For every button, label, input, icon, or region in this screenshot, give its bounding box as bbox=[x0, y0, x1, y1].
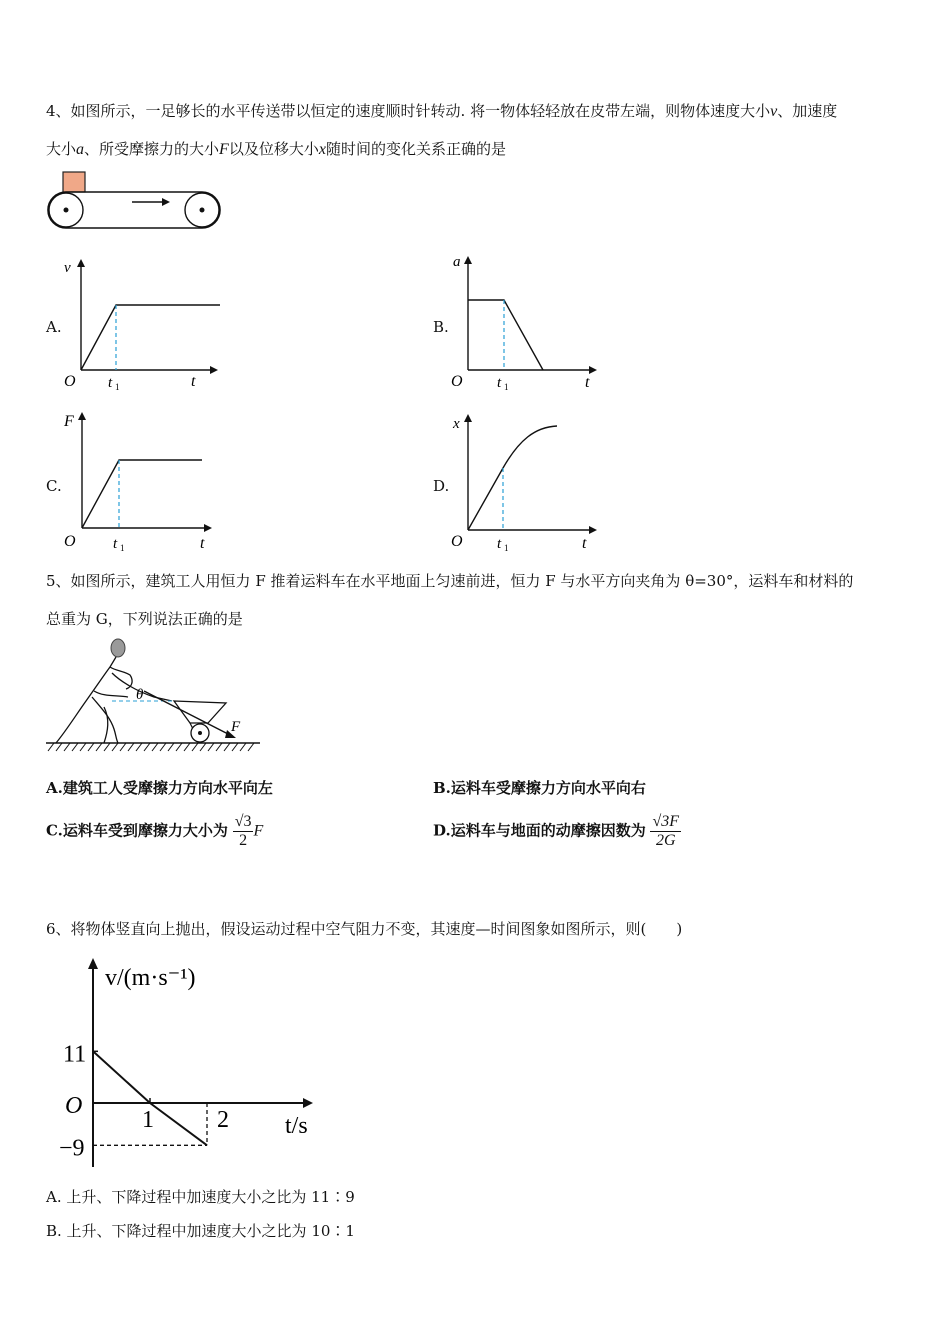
x-axis-label: t/s bbox=[285, 1113, 308, 1139]
tick-t1-sub: 1 bbox=[504, 382, 509, 392]
var-f: F bbox=[253, 822, 264, 840]
axis-label-x: x bbox=[453, 416, 460, 432]
force-label: F bbox=[231, 719, 241, 735]
var-v: v bbox=[770, 103, 778, 120]
q6-option-a[interactable] bbox=[46, 1186, 355, 1207]
axis-label-t: t bbox=[585, 374, 590, 391]
q4-text: 、加速度 bbox=[777, 102, 838, 120]
axis-label-t: t bbox=[200, 535, 205, 552]
q5-option-d[interactable] bbox=[433, 813, 681, 850]
origin-label: O bbox=[64, 533, 76, 550]
worker-head bbox=[111, 639, 125, 657]
q4-text: 以及位移大小 bbox=[228, 140, 319, 158]
q4-option-c-graph bbox=[60, 408, 220, 555]
y-tick-label: 11 bbox=[63, 1041, 87, 1068]
q4-option-d-graph bbox=[447, 410, 607, 555]
q4-option-a-graph bbox=[60, 255, 220, 395]
x-tick-label: 2 bbox=[217, 1107, 229, 1133]
block bbox=[63, 172, 85, 192]
q5-stem-line1: 5、如图所示，建筑工人用恒力 F 推着运料车在水平地面上匀速前进，恒力 F 与水平方向夹角为 θ=30°，运料车和材料的 bbox=[46, 572, 854, 590]
y-tick-label: −9 bbox=[59, 1135, 85, 1162]
axis-label-a: a bbox=[453, 254, 461, 270]
fraction-denominator: 2 bbox=[239, 832, 248, 849]
fraction-numerator: √3F bbox=[652, 813, 680, 830]
q6-option-b-text: B. 上升、下降过程中加速度大小之比为 10∶1 bbox=[46, 1222, 355, 1240]
worker-cart-figure bbox=[44, 635, 264, 753]
q4-option-a-label[interactable]: A. bbox=[46, 318, 62, 336]
q4-stem-line1 bbox=[46, 101, 837, 122]
tick-t1-sub: 1 bbox=[504, 543, 509, 553]
q6-stem: 6、将物体竖直向上抛出，假设运动过程中空气阻力不变，其速度—时间图象如图所示，则( ) bbox=[46, 920, 683, 938]
tick-t1: t bbox=[113, 536, 118, 552]
q4-option-d-label[interactable]: D. bbox=[433, 477, 450, 495]
q5-option-b[interactable]: B.运料车受摩擦力方向水平向右 bbox=[433, 779, 646, 797]
tick-t1-sub: 1 bbox=[115, 382, 120, 392]
var-x: x bbox=[318, 141, 326, 158]
q4-stem-line2 bbox=[46, 139, 506, 160]
origin-label: O bbox=[451, 533, 463, 550]
q5-option-c[interactable] bbox=[46, 813, 263, 850]
axis-label-v: v bbox=[64, 260, 71, 276]
q4-text: 、所受摩擦力的大小 bbox=[84, 140, 220, 158]
q4-text: 随时间的变化关系正确的是 bbox=[325, 140, 506, 158]
q4-option-b-label[interactable]: B. bbox=[433, 318, 449, 336]
a-curve bbox=[468, 300, 543, 370]
x-axis-arrow bbox=[303, 1098, 313, 1108]
v-curve bbox=[81, 305, 220, 370]
q5-stem-line2: 总重为 G，下列说法正确的是 bbox=[46, 610, 243, 628]
q4-text: 4、如图所示，一足够长的水平传送带以恒定的速度顺时针转动. 将一物体轻轻放在皮带左端，则物体速度大小 bbox=[46, 102, 771, 120]
tick-t1: t bbox=[497, 536, 502, 552]
fraction-numerator: √3 bbox=[234, 813, 252, 830]
x-curve bbox=[468, 426, 557, 530]
q5-option-d-text: D.运料车与地面的动摩擦因数为 bbox=[433, 821, 646, 840]
axis-label-t: t bbox=[191, 373, 196, 390]
q5-option-c-fraction bbox=[233, 813, 254, 850]
y-axis-label: v/(m·s⁻¹) bbox=[105, 965, 196, 991]
q5-option-d-fraction bbox=[650, 813, 681, 850]
q6-option-a-text: A. 上升、下降过程中加速度大小之比为 11∶9 bbox=[46, 1188, 355, 1206]
q4-text: 大小 bbox=[46, 140, 77, 158]
tick-t1: t bbox=[497, 375, 502, 391]
tick-t1-sub: 1 bbox=[120, 543, 125, 553]
y-axis-arrow bbox=[88, 958, 98, 969]
q4-option-b-graph bbox=[447, 252, 607, 395]
axis-label-f: F bbox=[64, 413, 74, 430]
conveyor-belt-figure bbox=[44, 170, 226, 234]
fraction-denominator: 2G bbox=[655, 832, 676, 849]
origin-label: O bbox=[64, 373, 76, 390]
q4-option-c-label[interactable]: C. bbox=[46, 477, 62, 495]
q6-vt-graph bbox=[55, 955, 330, 1175]
var-f: F bbox=[219, 141, 229, 158]
var-a: a bbox=[76, 141, 85, 158]
q6-option-b[interactable] bbox=[46, 1220, 355, 1241]
q5-option-a[interactable]: A.建筑工人受摩擦力方向水平向左 bbox=[46, 779, 273, 797]
tick-t1: t bbox=[108, 375, 113, 391]
origin-label: O bbox=[451, 373, 463, 390]
theta-label: θ bbox=[136, 687, 144, 703]
axis-label-t: t bbox=[582, 535, 587, 552]
y-tick-label: O bbox=[65, 1093, 83, 1119]
x-tick-label: 1 bbox=[142, 1107, 154, 1133]
q5-option-c-text: C.运料车受到摩擦力大小为 bbox=[46, 821, 228, 840]
f-curve bbox=[82, 460, 202, 528]
